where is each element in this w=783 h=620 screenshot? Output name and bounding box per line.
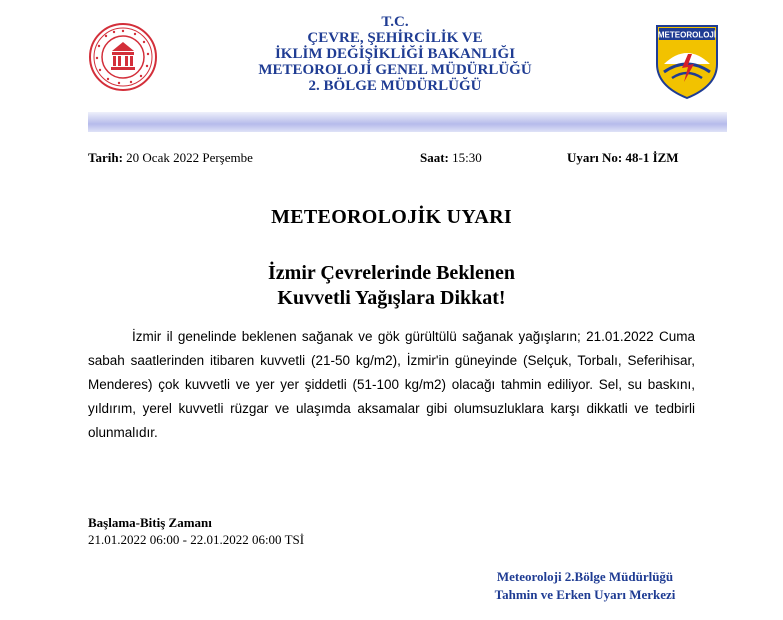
validity-label: Başlama-Bitiş Zamanı — [88, 515, 212, 530]
footer-line-1: Meteoroloji 2.Bölge Müdürlüğü — [496, 569, 674, 584]
meteoroloji-emblem-icon — [652, 20, 722, 100]
time-value: 15:30 — [452, 150, 482, 165]
footer-signature — [430, 568, 740, 604]
date-label: Tarih: — [88, 150, 123, 165]
subtitle-line-2: Kuvvetli Yağışlara Dikkat! — [277, 287, 506, 309]
header-line-directorate: METEOROLOJİ GENEL MÜDÜRLÜĞÜ — [258, 62, 532, 78]
meta-time — [420, 150, 482, 166]
header-line-ministry-2: İKLİM DEĞİŞİKLİĞİ BAKANLIĞI — [274, 46, 516, 62]
header-line-region: 2. BÖLGE MÜDÜRLÜĞÜ — [308, 78, 482, 94]
document-subtitle — [88, 261, 695, 311]
meta-date — [88, 150, 253, 166]
validity-time-block — [88, 514, 304, 548]
subtitle-line-1: İzmir Çevrelerinde Beklenen — [268, 262, 515, 284]
warning-body: İzmir il genelinde beklenen sağanak ve gök gürültülü sağanak yağışların; 21.01.2022 Cuma sabah saatlerinden itibaren kuvvetli (21-50 kg/m2), İzmir'in güneyinde (Selçuk, Torbalı, Seferihisar, Menderes) çok kuvvetli ve yer yer şiddetli (51-100 kg/m2) olacağı tahmin ediliyor. Sel, su baskını, yıldırım, yerel kuvvetli rüzgar ve ulaşımda aksamalar gibi olumsuzluklara karşı dikkatli ve tedbirli olunmalıdır. — [88, 329, 695, 440]
footer-line-2: Tahmin ve Erken Uyarı Merkezi — [494, 587, 676, 602]
header-line-tc: T.C. — [381, 14, 409, 30]
time-label: Saat: — [420, 150, 449, 165]
emblem-label: METEOROLOJİ — [657, 30, 717, 40]
validity-value: 21.01.2022 06:00 - 22.01.2022 06:00 TSİ — [88, 532, 305, 547]
warning-number: Uyarı No: 48-1 İZM — [567, 150, 679, 165]
document-heading: METEOROLOJİK UYARI — [271, 206, 512, 228]
date-value: 20 Ocak 2022 Perşembe — [126, 150, 253, 165]
ministry-seal-icon — [88, 22, 158, 92]
header-divider-bar — [88, 112, 727, 132]
header-line-ministry-1: ÇEVRE, ŞEHİRCİLİK VE — [307, 30, 483, 46]
header-title — [200, 14, 590, 94]
